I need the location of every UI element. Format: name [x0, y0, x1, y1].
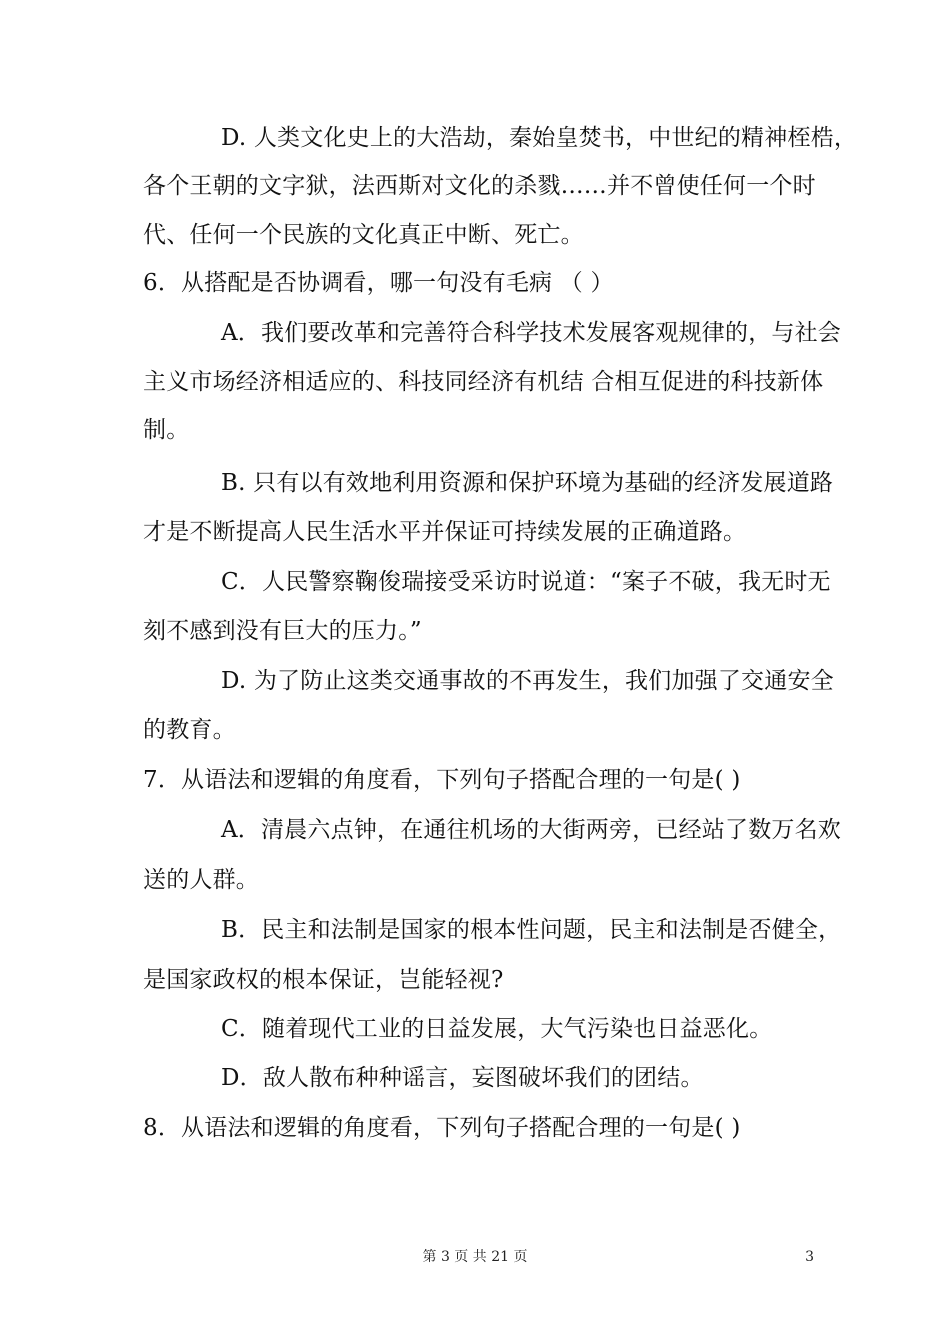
option-d-q5-line-3: 代、任何一个民族的文化真正中断、死亡。	[143, 222, 584, 248]
option-d-q6-line-1: D. 为了防止这类交通事故的不再发生，我们加强了交通安全	[221, 668, 834, 694]
option-b-q7-line-1: B．民主和法制是国家的根本性问题，民主和法制是否健全，	[221, 917, 842, 943]
option-d-q5-line-1: D. 人类文化史上的大浩劫，秦始皇焚书，中世纪的精神桎梏，	[221, 125, 858, 151]
question-8: 8．从语法和逻辑的角度看，下列句子搭配合理的一句是( )	[143, 1115, 741, 1141]
option-d-q5-line-2: 各个王朝的文字狱，法西斯对文化的杀戮……并不曾使任何一个时	[143, 173, 816, 199]
option-a-q7-line-1: A．清晨六点钟，在通往机场的大街两旁，已经站了数万名欢	[221, 817, 842, 843]
option-c-q7: C．随着现代工业的日益发展，大气污染也日益恶化。	[221, 1016, 773, 1042]
option-b-q6-line-2: 才是不断提高人民生活水平并保证可持续发展的正确道路。	[143, 519, 747, 545]
page-number: 3	[805, 1249, 814, 1265]
option-a-q7-line-2: 送的人群。	[143, 867, 259, 893]
option-a-q6-line-1: A．我们要改革和完善符合科学技术发展客观规律的，与社会	[221, 320, 842, 346]
option-c-q6-line-2: 刻不感到没有巨大的压力。”	[143, 618, 422, 644]
option-a-q6-line-3: 制。	[143, 417, 190, 443]
option-b-q7-line-2: 是国家政权的根本保证，岂能轻视?	[143, 967, 504, 993]
question-6: 6．从搭配是否协调看，哪一句没有毛病 （ ）	[143, 270, 614, 296]
question-7: 7．从语法和逻辑的角度看，下列句子搭配合理的一句是( )	[143, 767, 741, 793]
option-b-q6-line-1: B. 只有以有效地利用资源和保护环境为基础的经济发展道路	[221, 470, 834, 496]
option-d-q7: D．敌人散布种种谣言，妄图破坏我们的团结。	[221, 1065, 704, 1091]
option-d-q6-line-2: 的教育。	[143, 717, 236, 743]
option-a-q6-line-2: 主义市场经济相适应的、科技同经济有机结 合相互促进的科技新体	[143, 369, 824, 395]
page-info: 第 3 页 共 21 页	[422, 1249, 528, 1265]
option-c-q6-line-1: C．人民警察鞠俊瑞接受采访时说道：“案子不破，我无时无	[221, 569, 831, 595]
